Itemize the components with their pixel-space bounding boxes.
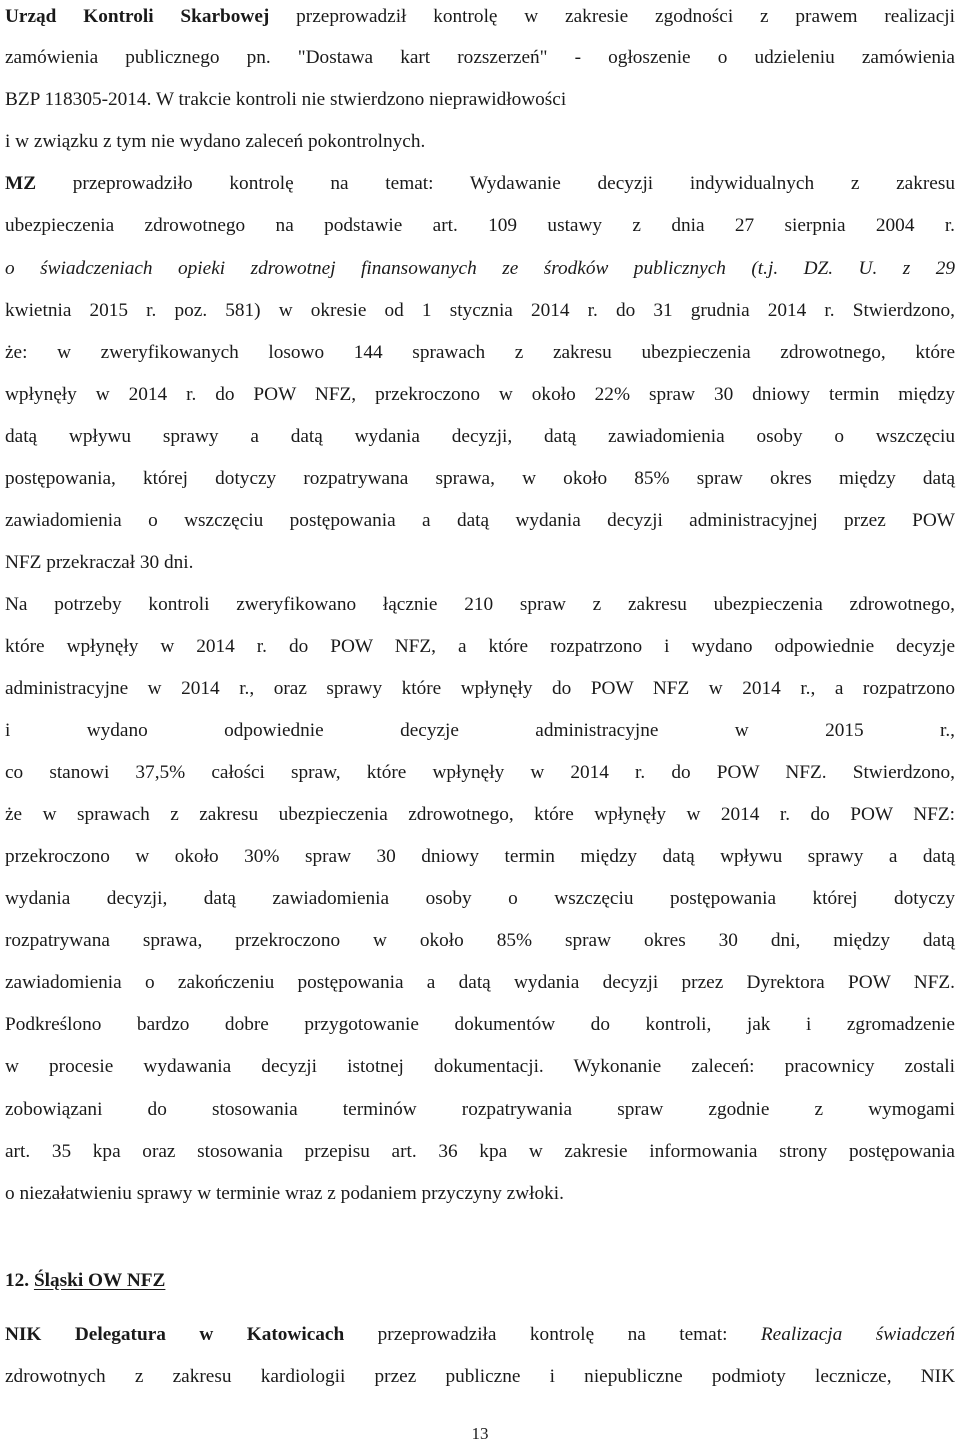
text-line xyxy=(5,1139,955,1165)
text-line xyxy=(5,87,955,113)
text-line xyxy=(5,466,955,492)
text-line xyxy=(5,382,955,408)
text-run: NFZ przekraczał 30 dni. xyxy=(5,552,194,573)
text-line xyxy=(5,256,955,282)
text-run: Na potrzeby kontroli zweryfikowano łącznie 210 spraw z zakresu ubezpieczenia zdrowotnego, xyxy=(5,594,955,615)
text-run: że w sprawach z zakresu ubezpieczenia zdrowotnego, które wpłynęły w 2014 r. do POW NFZ: xyxy=(5,804,955,825)
text-line xyxy=(5,718,955,744)
text-run: o niezałatwieniu sprawy w terminie wraz z podaniem przyczyny zwłoki. xyxy=(5,1183,564,1204)
text-run: zamówienia publicznego pn. "Dostawa kart rozszerzeń" - ogłoszenie o udzieleniu zamówienia xyxy=(5,47,955,68)
text-line xyxy=(5,129,955,155)
text-run: art. 35 kpa oraz stosowania przepisu art. 36 kpa w zakresie informowania strony postępowania xyxy=(5,1141,955,1162)
text-run: przekroczono w około 30% spraw 30 dniowy termin między datą wpływu sprawy a datą xyxy=(5,846,955,867)
text-run: wydania decyzji, datą zawiadomienia osoby o wszczęciu postępowania której dotyczy xyxy=(5,888,955,909)
text-run: Urząd Kontroli Skarbowej xyxy=(5,6,270,27)
text-line xyxy=(5,1322,955,1348)
text-run: rozpatrywana sprawa, przekroczono w około 85% spraw okres 30 dni, między datą xyxy=(5,930,955,951)
text-run: BZP 118305-2014. W trakcie kontroli nie stwierdzono nieprawidłowości xyxy=(5,89,567,110)
text-line xyxy=(5,4,955,30)
text-run: NIK Delegatura w Katowicach xyxy=(5,1324,345,1345)
text-run: wpłynęły w 2014 r. do POW NFZ, przekroczono w około 22% spraw 30 dniowy termin między xyxy=(5,384,955,405)
text-run: zawiadomienia o wszczęciu postępowania a datą wydania decyzji administracyjnej przez POW xyxy=(5,510,955,531)
text-line xyxy=(5,424,955,450)
text-run: co stanowi 37,5% całości spraw, które wpłynęły w 2014 r. do POW NFZ. Stwierdzono, xyxy=(5,762,955,783)
text-line xyxy=(5,928,955,954)
text-line xyxy=(5,760,955,786)
text-line xyxy=(5,340,955,366)
text-run: że: w zweryfikowanych losowo 144 sprawach z zakresu ubezpieczenia zdrowotnego, które xyxy=(5,342,955,363)
text-line xyxy=(5,171,955,197)
text-run: MZ xyxy=(5,173,37,194)
text-run: Podkreślono bardzo dobre przygotowanie dokumentów do kontroli, jak i zgromadzenie xyxy=(5,1014,955,1035)
section-title: Śląski OW NFZ xyxy=(33,1270,166,1291)
text-line xyxy=(5,592,955,618)
text-run: zawiadomienia o zakończeniu postępowania a datą wydania decyzji przez Dyrektora POW NFZ. xyxy=(5,972,955,993)
text-line xyxy=(5,45,955,71)
text-run: i wydano odpowiednie decyzje administracyjne w 2015 r., xyxy=(5,720,955,741)
text-run: postępowania, której dotyczy rozpatrywana sprawa, w około 85% spraw okres między datą xyxy=(5,468,955,489)
text-line xyxy=(5,1364,955,1390)
text-run: ubezpieczenia zdrowotnego na podstawie art. 109 ustawy z dnia 27 sierpnia 2004 r. xyxy=(5,215,955,236)
text-line xyxy=(5,508,955,534)
page-number: 13 xyxy=(471,1424,489,1443)
section-heading xyxy=(5,1268,165,1294)
text-line xyxy=(5,844,955,870)
text-run: zdrowotnych z zakresu kardiologii przez publiczne i niepubliczne podmioty lecznicze, NIK xyxy=(5,1366,955,1387)
text-run: które wpłynęły w 2014 r. do POW NFZ, a które rozpatrzono i wydano odpowiednie decyzje xyxy=(5,636,955,657)
text-line xyxy=(5,298,955,324)
text-line xyxy=(5,550,955,576)
text-line xyxy=(5,886,955,912)
text-run: Realizacja świadczeń xyxy=(760,1324,956,1345)
text-line xyxy=(5,1097,955,1123)
text-line xyxy=(5,802,955,828)
text-run: administracyjne w 2014 r., oraz sprawy które wpłynęły do POW NFZ w 2014 r., a rozpatrzono xyxy=(5,678,955,699)
text-run: kwietnia 2015 r. poz. 581) w okresie od 1 stycznia 2014 r. do 31 grudnia 2014 r. Stwierdzono, xyxy=(5,300,955,321)
section-number: 12. xyxy=(5,1270,30,1291)
text-line xyxy=(5,970,955,996)
text-line xyxy=(5,634,955,660)
text-line xyxy=(5,1054,955,1080)
text-line xyxy=(5,1181,955,1207)
text-run: przeprowadził kontrolę w zakresie zgodności z prawem realizacji xyxy=(269,6,955,27)
text-line xyxy=(5,213,955,239)
text-run: zobowiązani do stosowania terminów rozpatrywania spraw zgodnie z wymogami xyxy=(5,1099,955,1120)
text-run: przeprowadziło kontrolę na temat: Wydawanie decyzji indywidualnych z zakresu xyxy=(36,173,955,194)
text-run: i w związku z tym nie wydano zaleceń pokontrolnych. xyxy=(5,131,426,152)
text-line xyxy=(5,1012,955,1038)
text-run: w procesie wydawania decyzji istotnej dokumentacji. Wykonanie zaleceń: pracownicy zostali xyxy=(5,1056,955,1077)
text-run: o świadczeniach opieki zdrowotnej finansowanych ze środków publicznych (t.j. DZ. U. z 29 xyxy=(5,258,955,279)
text-run: przeprowadziła kontrolę na temat: xyxy=(344,1324,761,1345)
text-line xyxy=(5,676,955,702)
text-run: datą wpływu sprawy a datą wydania decyzji, datą zawiadomienia osoby o wszczęciu xyxy=(5,426,955,447)
